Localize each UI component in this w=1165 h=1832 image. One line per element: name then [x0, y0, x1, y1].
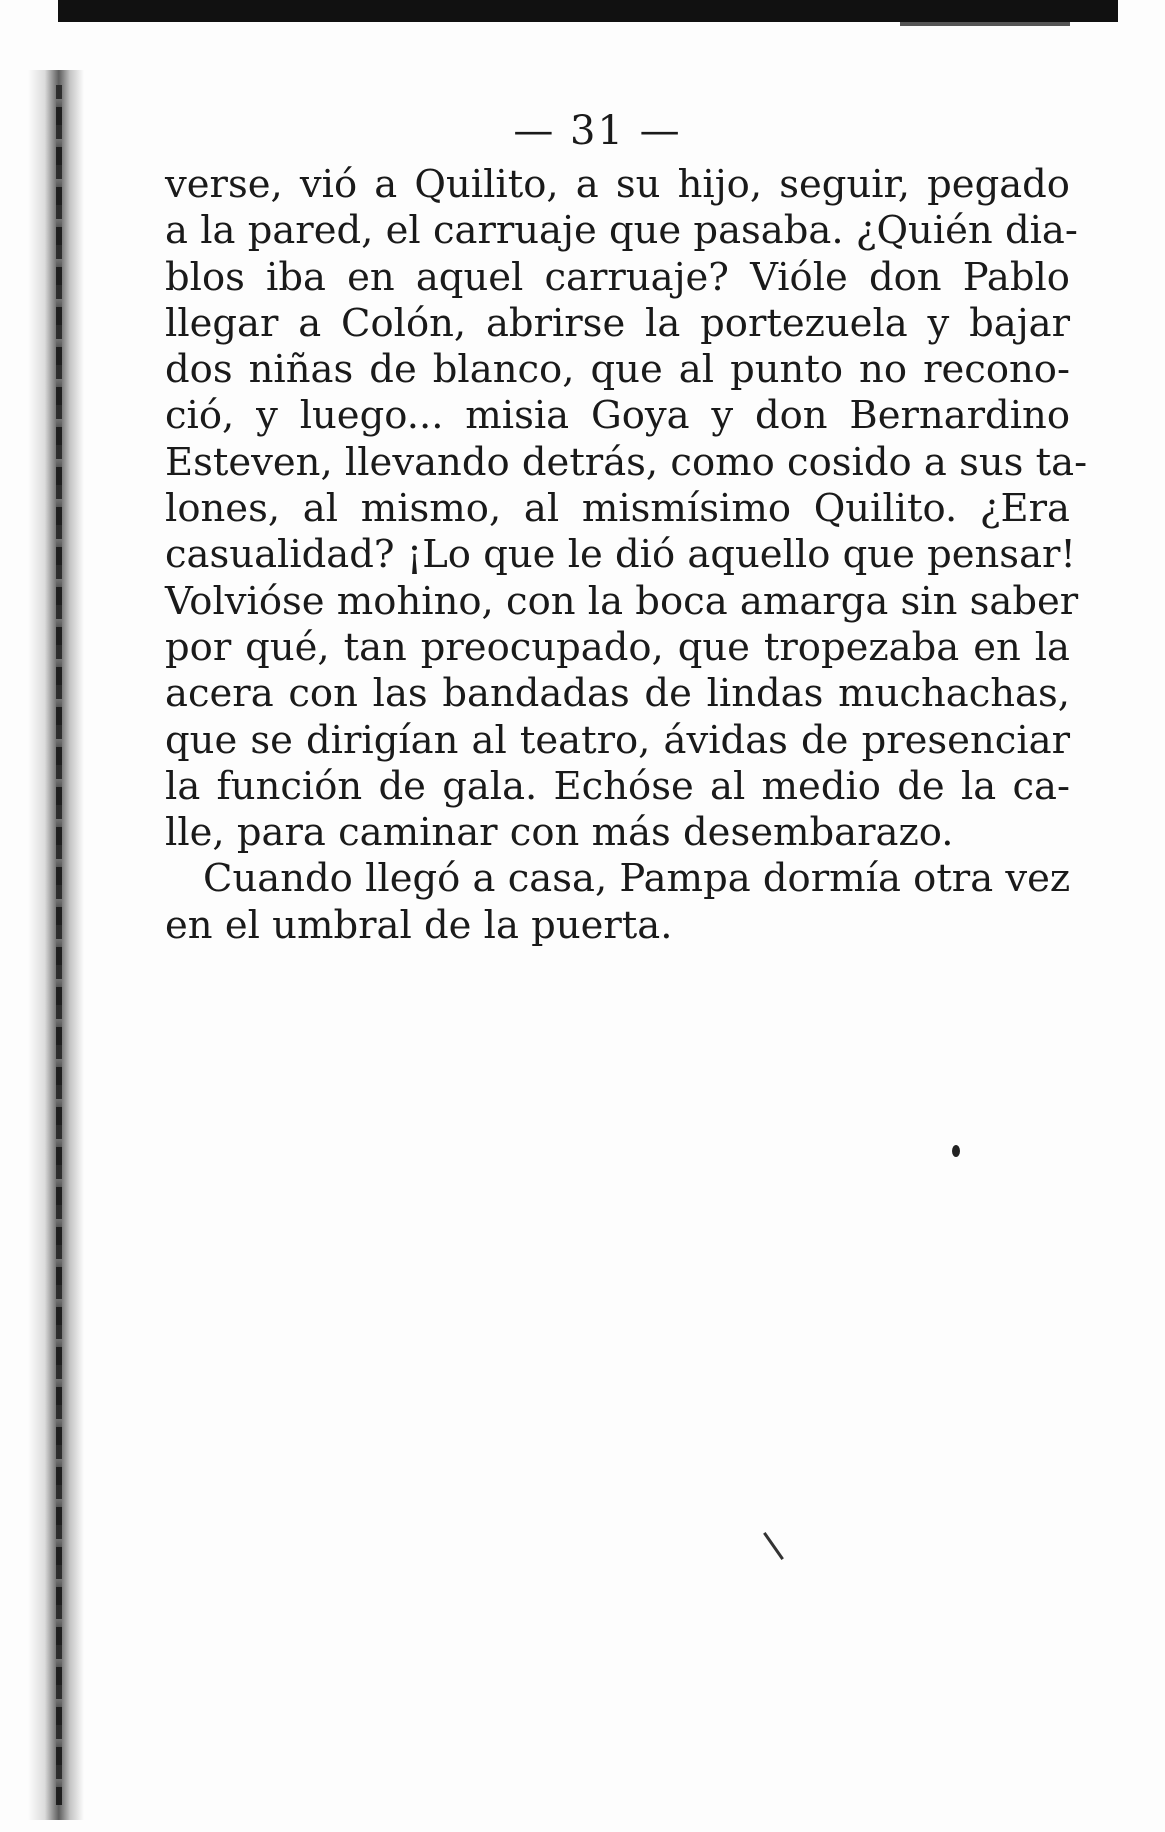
text-line: llegar a Colón, abrirse la portezuela y bajar — [165, 300, 1070, 346]
text-line: ció, y luego... misia Goya y don Bernardino — [165, 393, 1070, 439]
text-line: dos niñas de blanco, que al punto no recono- — [165, 347, 1070, 393]
text-line: Esteven, llevando detrás, como cosido a sus ta- — [165, 439, 1088, 485]
top-border-rule — [58, 0, 1118, 22]
stray-ink-mark — [763, 1532, 784, 1560]
text-line: por qué, tan preocupado, que tropezaba en la — [165, 624, 1070, 670]
top-border-rule-tail — [900, 22, 1070, 26]
text-line: blos iba en aquel carruaje? Vióle don Pablo — [165, 254, 1070, 300]
binding-gutter-edge — [56, 85, 62, 1805]
body-text — [165, 162, 1088, 949]
page-number: — 31 — — [513, 108, 682, 154]
paragraph-start-line: Cuando llegó a casa, Pampa dormía otra vez — [203, 856, 1071, 902]
paragraph-end-line: en el umbral de la puerta. — [165, 902, 673, 948]
text-line: Volvióse mohino, con la boca amarga sin saber — [165, 578, 1079, 624]
text-line: lones, al mismo, al mismísimo Quilito. ¿Era — [165, 486, 1070, 532]
paragraph-end-line: lle, para caminar con más desembarazo. — [165, 810, 954, 856]
text-line: acera con las bandadas de lindas muchachas, — [165, 671, 1070, 717]
text-line: que se dirigían al teatro, ávidas de presenciar — [165, 717, 1070, 763]
ink-speck — [952, 1145, 960, 1157]
text-line: la función de gala. Echóse al medio de la ca- — [165, 763, 1070, 809]
text-line: casualidad? ¡Lo que le dió aquello que pensar! — [165, 532, 1076, 578]
text-line: a la pared, el carruaje que pasaba. ¿Quién dia- — [165, 208, 1078, 254]
text-line: verse, vió a Quilito, a su hijo, seguir, pegado — [165, 162, 1070, 207]
